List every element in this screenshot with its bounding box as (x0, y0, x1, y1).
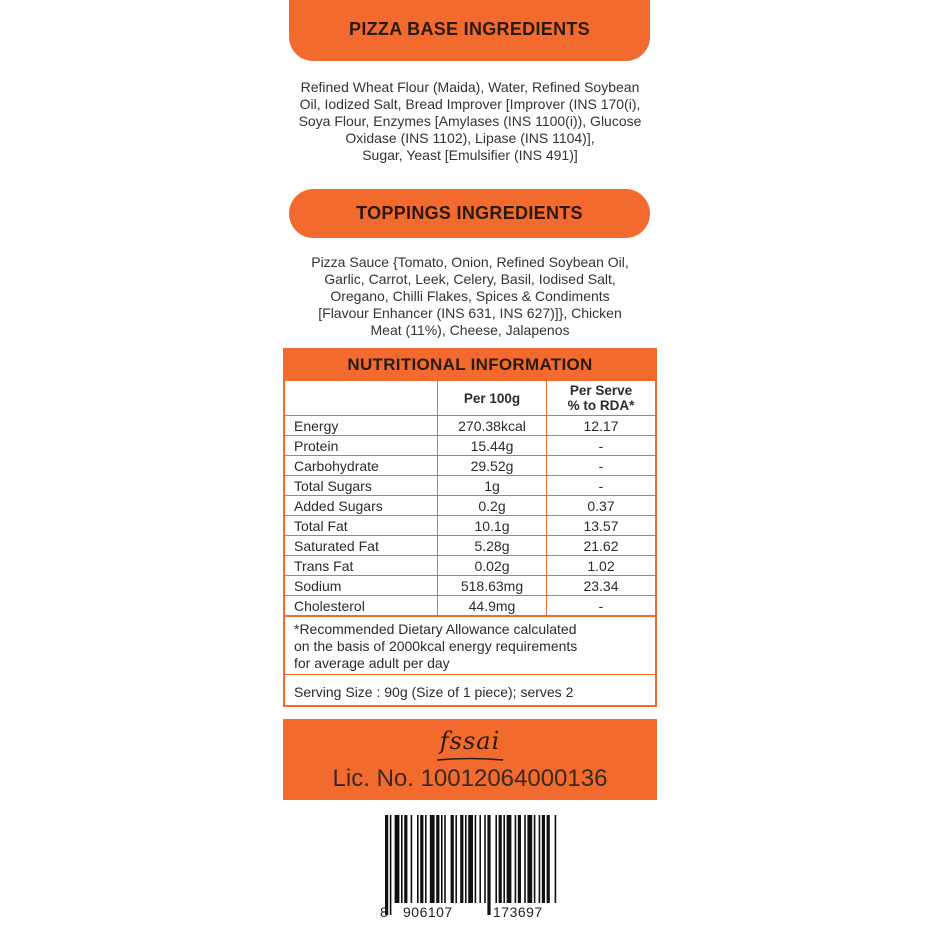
ingredient-line: Sugar, Yeast [Emulsifier (INS 491)] (362, 147, 578, 163)
rda-column-header (547, 381, 656, 416)
per-100g-value: 15.44g (438, 436, 547, 456)
ingredient-line: Pizza Sauce {Tomato, Onion, Refined Soybean Oil, (311, 254, 629, 270)
nutrient-name: Carbohydrate (285, 456, 438, 476)
barcode-first-digit: 8 (380, 904, 389, 920)
barcode-bar (395, 815, 400, 903)
barcode-bar (404, 815, 407, 903)
nutrition-row (285, 496, 655, 516)
barcode-bar (460, 815, 463, 903)
nutrition-row (285, 596, 655, 616)
barcode-bar (479, 815, 481, 903)
barcode-bar (468, 815, 473, 903)
rda-value: - (547, 476, 656, 496)
rda-footnote (285, 616, 655, 674)
barcode-bar (507, 815, 512, 903)
ingredient-line: Refined Wheat Flour (Maida), Water, Refined Soybean (300, 79, 640, 95)
fssai-logo: fssai (439, 727, 501, 755)
per-100g-value: 0.2g (438, 496, 547, 516)
toppings-ingredients (250, 254, 690, 339)
rda-value: 1.02 (547, 556, 656, 576)
barcode-bar (385, 815, 388, 915)
barcode-bar (487, 815, 490, 915)
nutrition-header-row (285, 381, 655, 416)
barcode-bar (524, 815, 526, 903)
barcode-bar (390, 815, 392, 915)
per-100g-value: 270.38kcal (438, 416, 547, 436)
toppings-heading (289, 189, 650, 238)
serving-size: Serving Size : 90g (Size of 1 piece); serves 2 (285, 674, 655, 704)
barcode-bar (465, 815, 467, 903)
ingredient-line: [Flavour Enhancer (INS 631, INS 627)]}, Chicken (318, 305, 622, 321)
nutrient-name: Total Fat (285, 516, 438, 536)
pizza-base-heading-text: PIZZA BASE INGREDIENTS (349, 19, 590, 39)
nutrition-row (285, 576, 655, 596)
per-100g-value: 44.9mg (438, 596, 547, 616)
nutrient-name: Sodium (285, 576, 438, 596)
rda-value: 12.17 (547, 416, 656, 436)
barcode-bar (542, 815, 545, 903)
nutrition-row (285, 436, 655, 456)
nutrition-panel (283, 348, 657, 707)
fssai-license-number: Lic. No. 10012064000136 (332, 765, 608, 792)
footnote-line: *Recommended Dietary Allowance calculated (294, 621, 577, 637)
barcode-right-digits: 173697 (493, 904, 543, 920)
footnote-line: for average adult per day (294, 655, 450, 671)
toppings-heading-text: TOPPINGS INGREDIENTS (356, 203, 583, 223)
nutrition-row (285, 536, 655, 556)
barcode-bar (527, 815, 532, 903)
ingredient-line: Oxidase (INS 1102), Lipase (INS 1104)], (345, 130, 595, 146)
rda-header-line1: Per Serve (569, 383, 633, 398)
ingredient-line: Oil, Iodized Salt, Bread Improver [Improver (INS 170(i), (299, 96, 641, 112)
nutrient-name: Saturated Fat (285, 536, 438, 556)
ingredient-line: Oregano, Chilli Flakes, Spices & Condiments (330, 288, 610, 304)
barcode-left-digits: 906107 (403, 904, 453, 920)
barcode-bar (441, 815, 443, 903)
nutrition-row (285, 456, 655, 476)
barcode-bar (430, 815, 435, 903)
barcode-bar (417, 815, 419, 903)
barcode-bar (436, 815, 439, 903)
barcode-bar (455, 815, 457, 903)
barcode-bar (555, 815, 557, 903)
barcode-bar (499, 815, 502, 903)
nutrient-name: Cholesterol (285, 596, 438, 616)
footnote-line: on the basis of 2000kcal energy requirements (294, 638, 578, 654)
per-100g-value: 10.1g (438, 516, 547, 536)
barcode-bar (547, 815, 550, 903)
barcode-bar (484, 815, 486, 903)
barcode-bar (539, 815, 541, 903)
fssai-logo-underline (435, 757, 505, 763)
nutrition-table (285, 380, 655, 616)
rda-value: - (547, 456, 656, 476)
rda-value: 13.57 (547, 516, 656, 536)
barcode-bar (451, 815, 454, 903)
nutrition-row (285, 476, 655, 496)
barcode-bar (475, 815, 477, 903)
nutrition-title: NUTRITIONAL INFORMATION (285, 350, 655, 380)
barcode-bar (420, 815, 423, 903)
nutrition-row (285, 516, 655, 536)
barcode-bar (411, 815, 413, 903)
ingredient-line: Soya Flour, Enzymes [Amylases (INS 1100(i)), Glucose (298, 113, 642, 129)
rda-value: 0.37 (547, 496, 656, 516)
nutrient-name: Protein (285, 436, 438, 456)
per-100g-value: 5.28g (438, 536, 547, 556)
per-100g-value: 1g (438, 476, 547, 496)
pizza-base-ingredients (250, 79, 690, 164)
per-100g-value: 0.02g (438, 556, 547, 576)
barcode-bar (518, 815, 521, 903)
fssai-license-box (283, 719, 657, 800)
barcode-bar (401, 815, 403, 903)
barcode-bar (425, 815, 427, 903)
nutrient-name: Total Sugars (285, 476, 438, 496)
rda-value: - (547, 596, 656, 616)
rda-value: - (547, 436, 656, 456)
ingredient-line: Meat (11%), Cheese, Jalapenos (370, 322, 570, 338)
pizza-base-heading (289, 0, 650, 61)
rda-value: 21.62 (547, 536, 656, 556)
nutrient-name: Energy (285, 416, 438, 436)
nutrient-column-header (285, 381, 438, 416)
rda-header-line2: % to RDA* (567, 398, 635, 413)
per-100g-value: 518.63mg (438, 576, 547, 596)
barcode-bar (495, 815, 497, 903)
barcode-bar (515, 815, 517, 903)
nutrition-row (285, 416, 655, 436)
nutrition-row (285, 556, 655, 576)
per-100g-column-header: Per 100g (438, 381, 547, 416)
barcode-bar (444, 815, 446, 903)
nutrient-name: Added Sugars (285, 496, 438, 516)
ingredient-line: Garlic, Carrot, Leek, Celery, Basil, Iodised Salt, (324, 271, 616, 287)
per-100g-value: 29.52g (438, 456, 547, 476)
barcode-bar (503, 815, 505, 903)
nutrient-name: Trans Fat (285, 556, 438, 576)
barcode-bar (534, 815, 536, 903)
rda-value: 23.34 (547, 576, 656, 596)
